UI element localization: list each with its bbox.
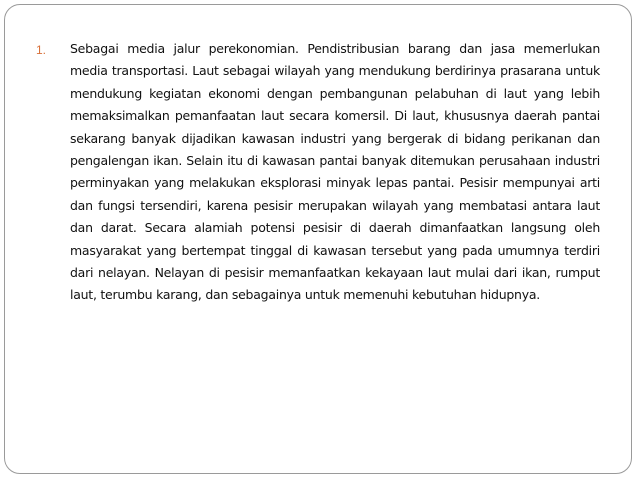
list-number: 1. — [36, 43, 47, 57]
list-paragraph: Sebagai media jalur perekonomian. Pendistribusian barang dan jasa memerlukan media transportasi. Laut sebagai wilayah yang mendukung berdirinya prasarana untuk mendukung kegiatan ekonomi dengan pembangunan pelabuhan di laut yang lebih memaksimalkan pemanfaatan laut secara komersil. Di laut, khususnya daerah pantai sekarang banyak dijadikan kawasan industri yang bergerak di bidang perikanan dan pengalengan ikan. Selain itu di kawasan pantai banyak ditemukan perusahaan industri perminyakan yang melakukan eksplorasi minyak lepas pantai. Pesisir mempunyai arti dan fungsi tersendiri, karena pesisir merupakan wilayah yang membatasi antara laut dan darat. Secara alamiah potensi pesisir di daerah dimanfaatkan langsung oleh masyarakat yang bertempat tinggal di kawasan tersebut yang pada umumnya terdiri dari nelayan. Nelayan di pesisir memanfaatkan kekayaan laut mulai dari ikan, rumput laut, terumbu karang, dan sebagainya untuk memenuhi kebutuhan hidupnya. — [70, 41, 600, 303]
